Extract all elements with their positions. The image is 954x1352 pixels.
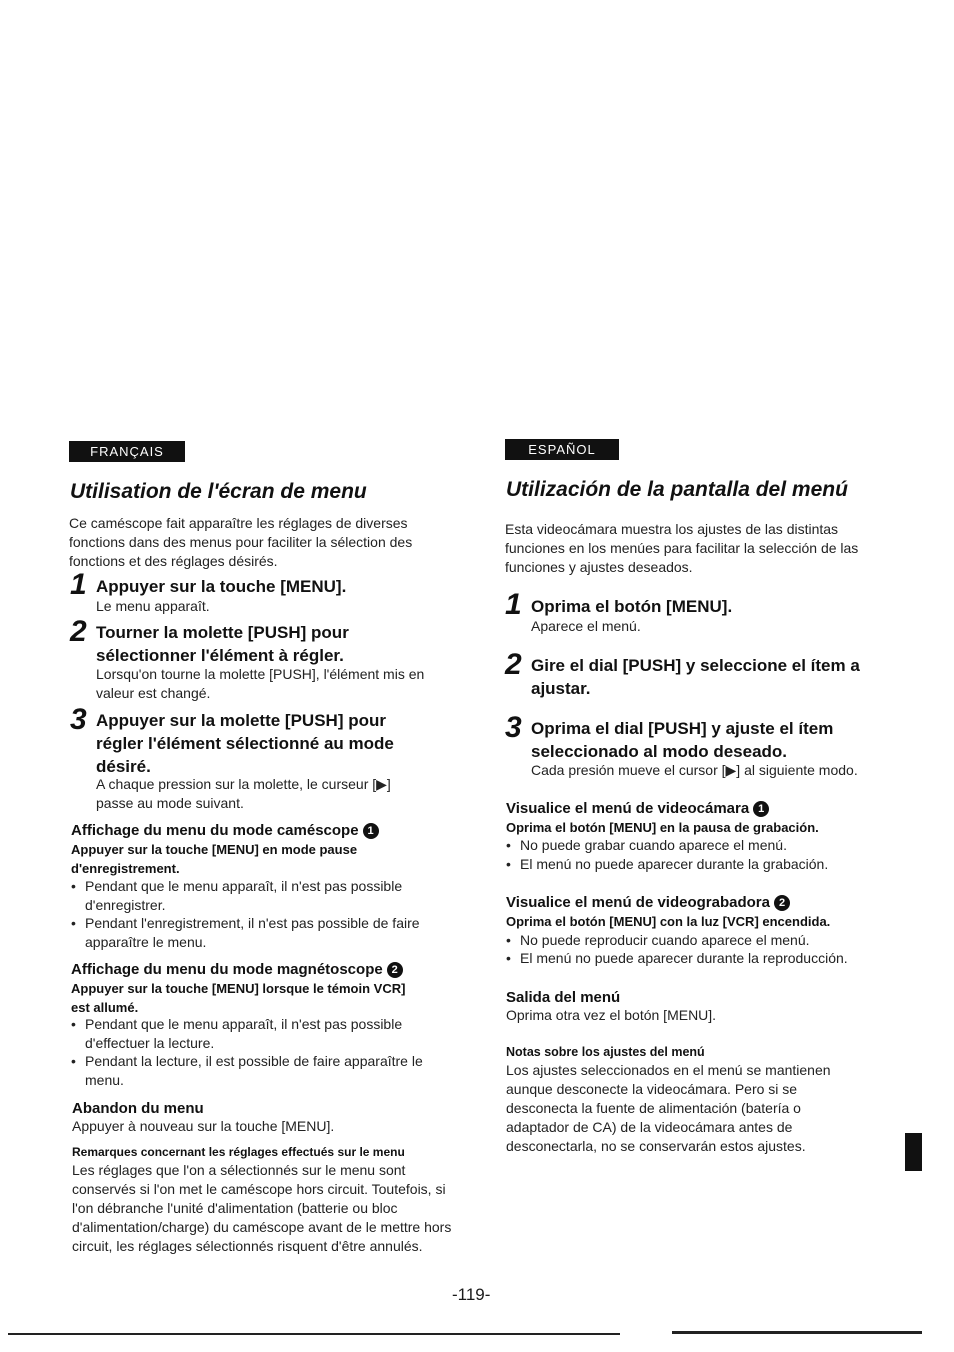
language-badge-spanish: ESPAÑOL [505, 439, 619, 460]
step-2-title-french: Tourner la molette [PUSH] pour sélectionner l'élément à régler. [96, 623, 349, 665]
camera-menu-bullet-1-spanish: • No puede grabar cuando aparece el menú. [506, 836, 890, 855]
marker-1-icon: 1 [363, 823, 379, 839]
camera-menu-bullet-2-french: • Pendant l'enregistrement, il n'est pas possible de faire apparaître le menu. [71, 914, 460, 952]
step-3-note-spanish: Cada presión mueve el cursor [▶] al siguiente modo. [531, 762, 858, 778]
step-3-title-spanish: Oprima el dial [PUSH] y ajuste el ítem seleccionado al modo deseado. [531, 719, 834, 761]
exit-menu-heading-spanish: Salida del menú [506, 989, 621, 1006]
marker-2-icon: 2 [387, 962, 403, 978]
page-number: -119- [452, 1285, 491, 1304]
intro-paragraph-french: Ce caméscope fait apparaître les réglages de diverses fonctions dans des menus pour faciliter la sélection des fonctions et des réglages désirés. [69, 515, 413, 569]
vcr-menu-bullet-1-french: • Pendant que le menu apparaît, il n'est pas possible d'effectuer la lecture. [71, 1015, 440, 1053]
remarks-heading-french: Remarques concernant les réglages effectués sur le menu [72, 1145, 405, 1159]
marker-1-icon: 1 [753, 801, 769, 817]
camera-menu-bullet-2-spanish: • El menú no puede aparecer durante la grabación. [506, 855, 890, 874]
remarks-heading-spanish: Notas sobre los ajustes del menú [506, 1045, 705, 1059]
exit-menu-text-french: Appuyer à nouveau sur la touche [MENU]. [72, 1118, 335, 1134]
camera-menu-lead-spanish: Oprima el botón [MENU] en la pausa de grabación. [506, 820, 819, 835]
vcr-menu-heading-french: Affichage du menu du mode magnétoscope 2 [71, 960, 403, 979]
marker-2-icon: 2 [774, 895, 790, 911]
step-2-number-french: 2 [70, 615, 87, 648]
step-1-number-spanish: 1 [505, 588, 522, 621]
step-2-number-spanish: 2 [505, 648, 522, 681]
section-edge-tab [905, 1133, 922, 1171]
remarks-text-spanish: Los ajustes seleccionados en el menú se mantienen aunque desconecte la videocámara. Pero si se desconecta la fuente de alimentación (batería o adaptador de CA) de la videocámara antes de desconectarla, no se conservarán estos ajustes. [506, 1062, 831, 1154]
language-badge-french: FRANÇAIS [69, 441, 185, 462]
vcr-menu-lead-french: Appuyer sur la touche [MENU] lorsque le témoin VCR] est allumé. [71, 981, 406, 1015]
step-1-note-french: Le menu apparaît. [96, 598, 210, 614]
step-2-note-french: Lorsqu'on tourne la molette [PUSH], l'élément mis en valeur est changé. [96, 666, 425, 701]
exit-menu-text-spanish: Oprima otra vez el botón [MENU]. [506, 1007, 717, 1023]
step-3-title-french: Appuyer sur la molette [PUSH] pour régler l'élément sélectionné au mode désiré. [96, 711, 394, 776]
step-3-note-french: A chaque pression sur la molette, le curseur [▶] passe au mode suivant. [96, 776, 391, 811]
vcr-menu-bullet-2-french: • Pendant la lecture, il est possible de faire apparaître le menu. [71, 1052, 460, 1090]
step-1-number-french: 1 [70, 568, 87, 601]
section-title-spanish: Utilización de la pantalla del menú [506, 478, 848, 501]
step-3-number-spanish: 3 [505, 711, 522, 744]
section-title-french: Utilisation de l'écran de menu [70, 480, 367, 503]
camera-menu-bullet-1-french: • Pendant que le menu apparaît, il n'est pas possible d'enregistrer. [71, 877, 435, 915]
step-1-title-french: Appuyer sur la touche [MENU]. [96, 577, 347, 596]
remarks-text-french: Les réglages que l'on a sélectionnés sur le menu sont conservés si l'on met le caméscope hors circuit. Toutefois, si l'on débranche l'unité d'alimentation (batterie ou bloc d'alimentation/charge) du caméscope avant de le mettre hors circuit, les réglages sélectionnés risquent d'être annulés. [72, 1162, 452, 1254]
step-1-note-spanish: Aparece el menú. [531, 618, 641, 634]
vcr-menu-bullet-2-spanish: • El menú no puede aparecer durante la reproducción. [506, 949, 890, 968]
step-2-title-spanish: Gire el dial [PUSH] y seleccione el ítem a ajustar. [531, 656, 860, 698]
vcr-menu-lead-spanish: Oprima el botón [MENU] con la luz [VCR] encendida. [506, 914, 831, 929]
camera-menu-heading-french: Affichage du menu du mode caméscope 1 [71, 821, 379, 840]
vcr-menu-bullet-1-spanish: • No puede reproducir cuando aparece el menú. [506, 931, 890, 950]
step-1-title-spanish: Oprima el botón [MENU]. [531, 597, 733, 616]
vcr-menu-heading-spanish: Visualice el menú de videograbadora 2 [506, 893, 790, 912]
intro-paragraph-spanish: Esta videocámara muestra los ajustes de las distintas funciones en los menúes para facilitar la selección de las funciones y ajustes deseados. [505, 521, 859, 575]
footer-rule-right [672, 1331, 922, 1334]
footer-rule-left [8, 1333, 620, 1335]
step-3-number-french: 3 [70, 703, 87, 736]
camera-menu-heading-spanish: Visualice el menú de videocámara 1 [506, 799, 769, 818]
camera-menu-lead-french: Appuyer sur la touche [MENU] en mode pause d'enregistrement. [71, 842, 358, 876]
exit-menu-heading-french: Abandon du menu [72, 1100, 204, 1117]
